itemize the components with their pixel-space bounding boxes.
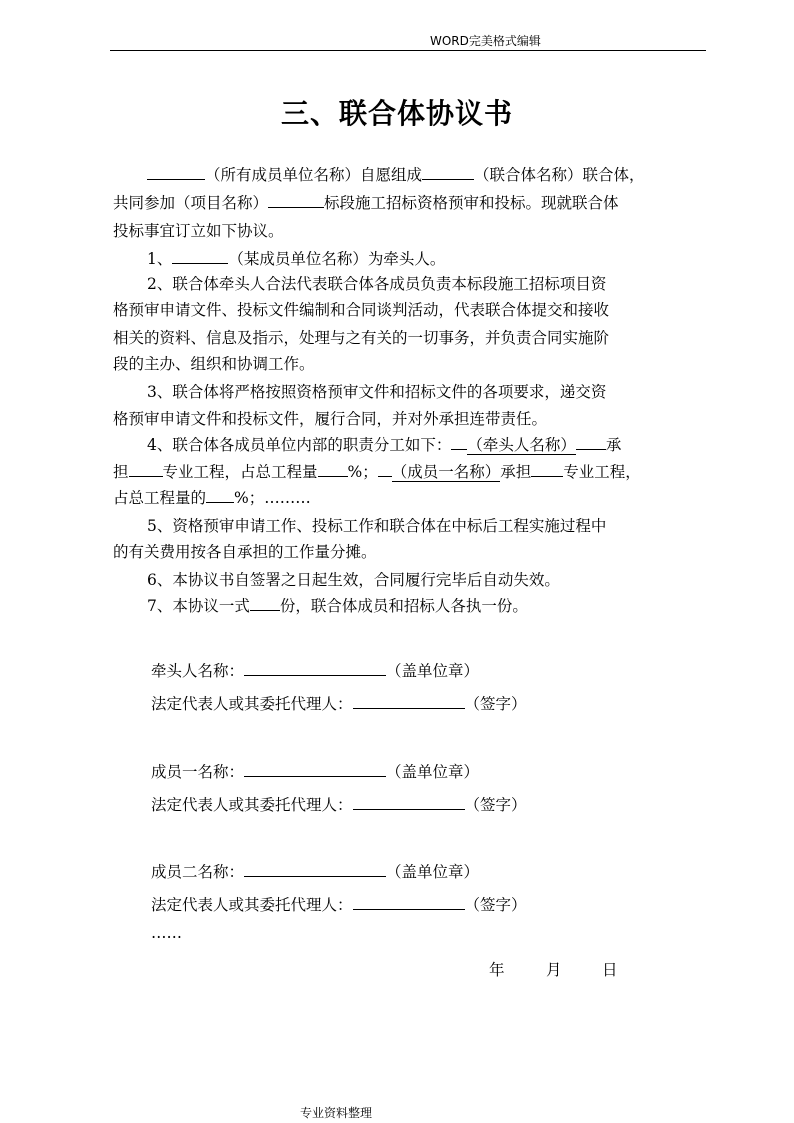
ellipsis: …… [151, 924, 182, 942]
item-2-line-3: 相关的资料、信息及指示，处理与之有关的一切事务，并负责合同实施阶 [113, 329, 610, 347]
blank[interactable] [451, 435, 467, 450]
item-2-line-1: 2、联合体牵头人合法代表联合体各成员负责本标段施工招标项目资 [147, 275, 607, 293]
text-segment: 份，联合体成员和招标人各执一份。 [279, 597, 528, 615]
date-year: 年 [489, 961, 505, 979]
lead-name-field: （牵头人名称） [467, 436, 576, 454]
member1-name-blank[interactable] [244, 762, 386, 777]
sig-suffix: （盖单位章） [386, 863, 480, 881]
text-segment: %； [347, 463, 378, 481]
sig-suffix: （盖单位章） [386, 662, 480, 680]
text-segment: （某成员单位名称）为牵头人。 [228, 250, 446, 268]
blank-member-names[interactable] [147, 165, 205, 180]
member1-name-field: （成员一名称） [391, 463, 501, 481]
blank-consortium-name[interactable] [422, 165, 474, 180]
item-3-line-2: 格预审申请文件和投标文件，履行合同，并对外承担连带责任。 [113, 410, 548, 428]
blank-lead-percent[interactable] [318, 462, 348, 477]
text-segment: 承担 [500, 463, 532, 481]
sig-label: 成员一名称： [151, 763, 245, 781]
text-segment: （联合体名称）联合体， [474, 166, 645, 184]
text-segment: 7、本协议一式 [147, 597, 250, 615]
lead-rep-line [151, 692, 527, 714]
sig-label: 法定代表人或其委托代理人： [151, 896, 353, 914]
text-segment: 1、 [147, 250, 173, 268]
page-title: 三、联合体协议书 [280, 97, 513, 130]
text-segment: %；……… [234, 489, 311, 507]
item-5-line-2: 的有关费用按各自承担的工作量分摊。 [113, 543, 377, 561]
text-segment: 承 [605, 436, 622, 454]
sig-label: 法定代表人或其委托代理人： [151, 695, 353, 713]
blank-member1-work-type[interactable] [531, 462, 563, 477]
page-header-text: WORD完美格式编辑 [430, 34, 541, 48]
text-segment: 共同参加（项目名称） [113, 194, 269, 212]
lead-name-line [151, 659, 479, 681]
item-2-line-4: 段的主办、组织和协调工作。 [113, 355, 315, 373]
text-segment: （所有成员单位名称）自愿组成 [205, 166, 423, 184]
blank-project-name[interactable] [268, 193, 324, 208]
member1-rep-line [151, 793, 527, 815]
item-4-line-2 [113, 460, 641, 482]
item-3-line-1: 3、联合体将严格按照资格预审文件和招标文件的各项要求，递交资 [147, 383, 607, 401]
sig-label: 牵头人名称： [151, 662, 245, 680]
sig-suffix: （盖单位章） [386, 763, 480, 781]
item-2-line-2: 格预审申请文件、投标文件编制和合同谈判活动，代表联合体提交和接收 [113, 301, 610, 319]
item-5-line-1: 5、资格预审申请工作、投标工作和联合体在中标后工程实施过程中 [147, 517, 607, 535]
text-segment: 专业工程，占总工程量 [162, 463, 318, 481]
item-7 [147, 594, 528, 616]
sig-label: 成员二名称： [151, 863, 245, 881]
text-segment: 标段施工招标资格预审和投标。现就联合体 [324, 194, 619, 212]
blank-lead-work-type[interactable] [129, 462, 163, 477]
para-intro-line-3: 投标事宜订立如下协议。 [113, 222, 284, 240]
item-4-line-3 [113, 486, 311, 508]
blank-lead-member-name[interactable] [172, 249, 228, 264]
lead-rep-blank[interactable] [353, 694, 465, 709]
member1-rep-blank[interactable] [353, 795, 465, 810]
text-segment: 专业工程， [563, 463, 641, 481]
item-6: 6、本协议书自签署之日起生效，合同履行完毕后自动失效。 [147, 571, 560, 589]
item-4-line-1 [147, 433, 621, 455]
date-month: 月 [546, 961, 562, 979]
sig-label: 法定代表人或其委托代理人： [151, 796, 353, 814]
para-intro-line-1 [147, 163, 645, 185]
text-segment: 4、联合体各成员单位内部的职责分工如下： [147, 436, 452, 454]
text-segment: 占总工程量的 [113, 489, 207, 507]
member2-rep-blank[interactable] [353, 895, 465, 910]
para-intro-line-2 [113, 191, 619, 213]
member2-name-line [151, 860, 479, 882]
blank-member1-percent[interactable] [206, 488, 234, 503]
header-rule [110, 50, 706, 51]
blank[interactable] [378, 462, 392, 477]
member1-name-line [151, 760, 479, 782]
blank-copies-count[interactable] [250, 596, 280, 611]
text-segment: 担 [113, 463, 129, 481]
date-day: 日 [602, 961, 618, 979]
sig-suffix: （签字） [464, 896, 527, 914]
item-1 [147, 247, 445, 269]
page-footer-text: 专业资料整理 [300, 1106, 373, 1120]
blank[interactable] [576, 435, 606, 450]
sig-suffix: （签字） [464, 796, 527, 814]
lead-name-blank[interactable] [244, 661, 386, 676]
member2-rep-line [151, 893, 527, 915]
member2-name-blank[interactable] [244, 862, 386, 877]
sig-suffix: （签字） [464, 695, 527, 713]
